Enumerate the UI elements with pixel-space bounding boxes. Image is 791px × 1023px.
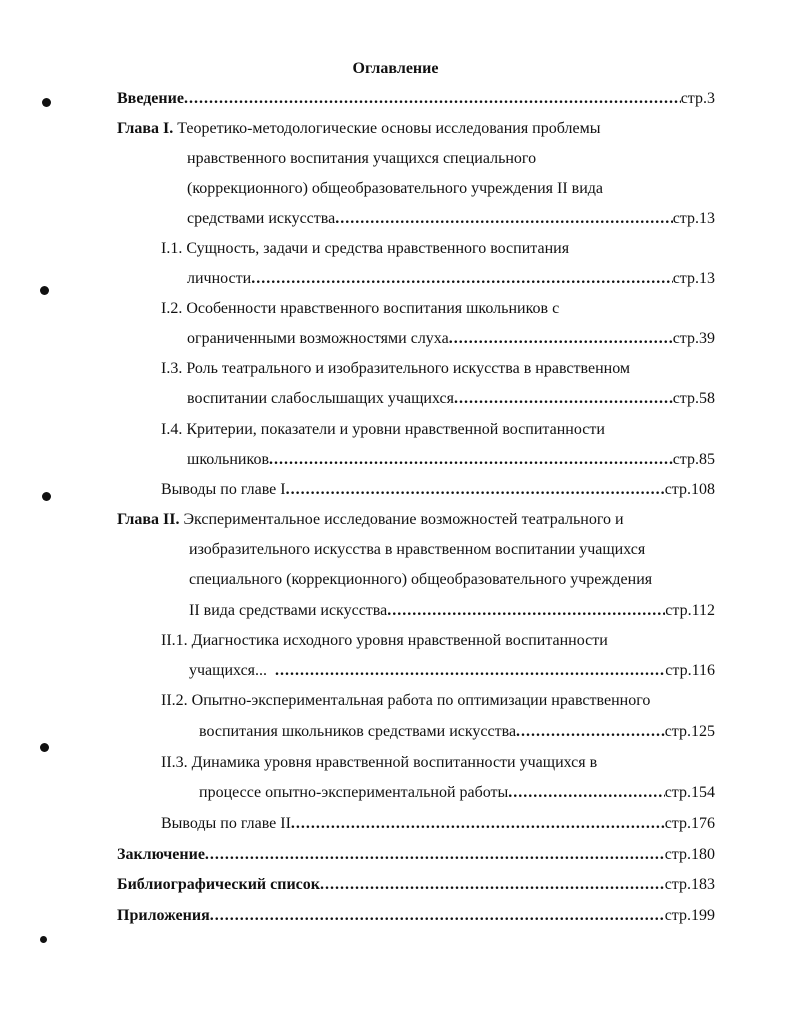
- section-1-4-title-line-2: [187, 449, 715, 471]
- scan-mark: [42, 492, 51, 501]
- section-2-2-title-line-2: [199, 721, 715, 743]
- toc-leader-dots: [184, 88, 681, 110]
- toc-leader-dots: [516, 721, 665, 743]
- chapter-1-title-line-2: нравственного воспитания учащихся специального: [187, 150, 537, 167]
- section-1-2-title-line-2-text: ограниченными возможностями слуха: [187, 330, 449, 347]
- chapter-1-title-line-3: (коррекционного) общеобразовательного учреждения II вида: [187, 180, 604, 197]
- toc-intro-page: стр.3: [680, 90, 715, 107]
- toc-entry-bibliography: [117, 874, 715, 896]
- toc-leader-dots: [291, 813, 665, 835]
- chapter-2-label: Глава II.: [117, 511, 180, 528]
- section-2-3-title-line-2-text: процессе опытно-экспериментальной работы: [199, 784, 509, 801]
- section-2-3-title-line-1: Динамика уровня нравственной воспитанности учащихся в: [191, 754, 598, 771]
- toc-entry-conclusion: [117, 844, 715, 866]
- section-1-3-number: I.3.: [161, 360, 183, 377]
- section-1-2-number: I.2.: [161, 300, 183, 317]
- scan-mark: [42, 98, 51, 107]
- chapter-2-title-line-1: Экспериментальное исследование возможностей театрального и: [183, 511, 624, 528]
- section-1-2-page: стр.39: [672, 330, 715, 347]
- scan-mark: [40, 936, 47, 943]
- section-1-4-title-line-1: Критерии, показатели и уровни нравственной воспитанности: [186, 421, 605, 438]
- toc-entry-section-1-4: [161, 419, 605, 441]
- toc-entry-section-1-2: [161, 298, 559, 320]
- toc-entry-chapter-2-conclusions: [161, 813, 715, 835]
- toc-leader-dots: [449, 328, 673, 350]
- section-2-3-title-line-2: [199, 782, 715, 804]
- section-2-3-number: II.3.: [161, 754, 188, 771]
- section-2-1-number: II.1.: [161, 632, 188, 649]
- page-title: Оглавление: [352, 60, 439, 77]
- section-1-1-title-line-2-text: личности: [187, 270, 252, 287]
- bibliography-page: стр.183: [664, 876, 715, 893]
- toc-leader-dots: [275, 660, 665, 682]
- section-2-1-title-line-2-text: учащихся...: [189, 662, 268, 679]
- chapter-2-title-line-4-text: II вида средствами искусства: [189, 602, 388, 619]
- chapter-1-conclusions-text: Выводы по главе I: [161, 481, 286, 498]
- section-2-2-title-line-1: Опытно-экспериментальная работа по оптимизации нравственного: [191, 692, 651, 709]
- chapter-2-title-line-2: изобразительного искусства в нравственном воспитании учащихся: [189, 541, 646, 558]
- section-1-4-number: I.4.: [161, 421, 183, 438]
- chapter-1-label: Глава I.: [117, 120, 174, 137]
- section-1-1-number: I.1.: [161, 240, 183, 257]
- chapter-1-title-line-1: Теоретико-методологические основы исследования проблемы: [177, 120, 601, 137]
- section-1-1-page: стр.13: [672, 270, 715, 287]
- section-1-1-title-line-1: Сущность, задачи и средства нравственного воспитания: [186, 240, 570, 257]
- section-2-3-page: стр.154: [664, 784, 715, 801]
- section-2-1-title-line-2: [189, 660, 715, 682]
- scan-mark: [40, 286, 49, 295]
- toc-leader-dots: [335, 208, 672, 230]
- toc-leader-dots: [286, 479, 665, 501]
- section-2-1-page: стр.116: [665, 662, 715, 679]
- section-1-3-title-line-1: Роль театрального и изобразительного искусства в нравственном: [186, 360, 631, 377]
- section-2-1-title-line-1: Диагностика исходного уровня нравственной воспитанности: [191, 632, 608, 649]
- toc-leader-dots: [320, 874, 665, 896]
- section-2-2-title-line-2-text: воспитания школьников средствами искусства: [199, 723, 517, 740]
- appendices-page: стр.199: [664, 907, 715, 924]
- section-2-2-page: стр.125: [664, 723, 715, 740]
- scan-mark: [40, 743, 49, 752]
- toc-entry-section-2-3: [161, 752, 597, 774]
- toc-leader-dots: [210, 905, 665, 927]
- chapter-1-title-line-4-text: средствами искусства: [187, 210, 336, 227]
- toc-entry-chapter-1: [117, 118, 600, 140]
- section-1-2-title-line-1: Особенности нравственного воспитания школьников с: [186, 300, 560, 317]
- bibliography-text: Библиографический список: [117, 876, 320, 893]
- chapter-2-title-line-4: [189, 600, 715, 622]
- toc-leader-dots: [205, 844, 665, 866]
- toc-leader-dots: [251, 268, 672, 290]
- section-1-2-title-line-2: [187, 328, 715, 350]
- section-1-3-title-line-2-text: воспитании слабослышащих учащихся: [187, 390, 454, 407]
- chapter-1-title-line-4: [187, 208, 715, 230]
- toc-entry-section-1-1: [161, 238, 569, 260]
- toc-entry-section-2-2: [161, 690, 650, 712]
- section-1-1-title-line-2: [187, 268, 715, 290]
- toc-entry-intro: [117, 88, 715, 110]
- toc-entry-section-1-3: [161, 358, 630, 380]
- toc-intro-text: Введение: [117, 90, 184, 107]
- toc-leader-dots: [454, 388, 673, 410]
- toc-entry-section-2-1: [161, 630, 608, 652]
- chapter-2-conclusions-text: Выводы по главе II: [161, 815, 291, 832]
- toc-leader-dots: [387, 600, 665, 622]
- toc-leader-dots: [269, 449, 673, 471]
- chapter-2-title-line-3: специального (коррекционного) общеобразовательного учреждения: [189, 571, 653, 588]
- conclusion-text: Заключение: [117, 846, 205, 863]
- toc-leader-dots: [508, 782, 664, 804]
- toc-entry-chapter-1-conclusions: [161, 479, 715, 501]
- chapter-2-conclusions-page: стр.176: [664, 815, 715, 832]
- chapter-1-conclusions-page: стр.108: [664, 481, 715, 498]
- section-1-4-page: стр.85: [672, 451, 715, 468]
- section-2-2-number: II.2.: [161, 692, 188, 709]
- chapter-1-page: стр.13: [672, 210, 715, 227]
- section-1-4-title-line-2-text: школьников: [187, 451, 269, 468]
- chapter-2-page: стр.112: [665, 602, 715, 619]
- toc-entry-chapter-2: [117, 509, 624, 531]
- toc-entry-appendices: [117, 905, 715, 927]
- section-1-3-page: стр.58: [672, 390, 715, 407]
- conclusion-page: стр.180: [664, 846, 715, 863]
- section-1-3-title-line-2: [187, 388, 715, 410]
- appendices-text: Приложения: [117, 907, 210, 924]
